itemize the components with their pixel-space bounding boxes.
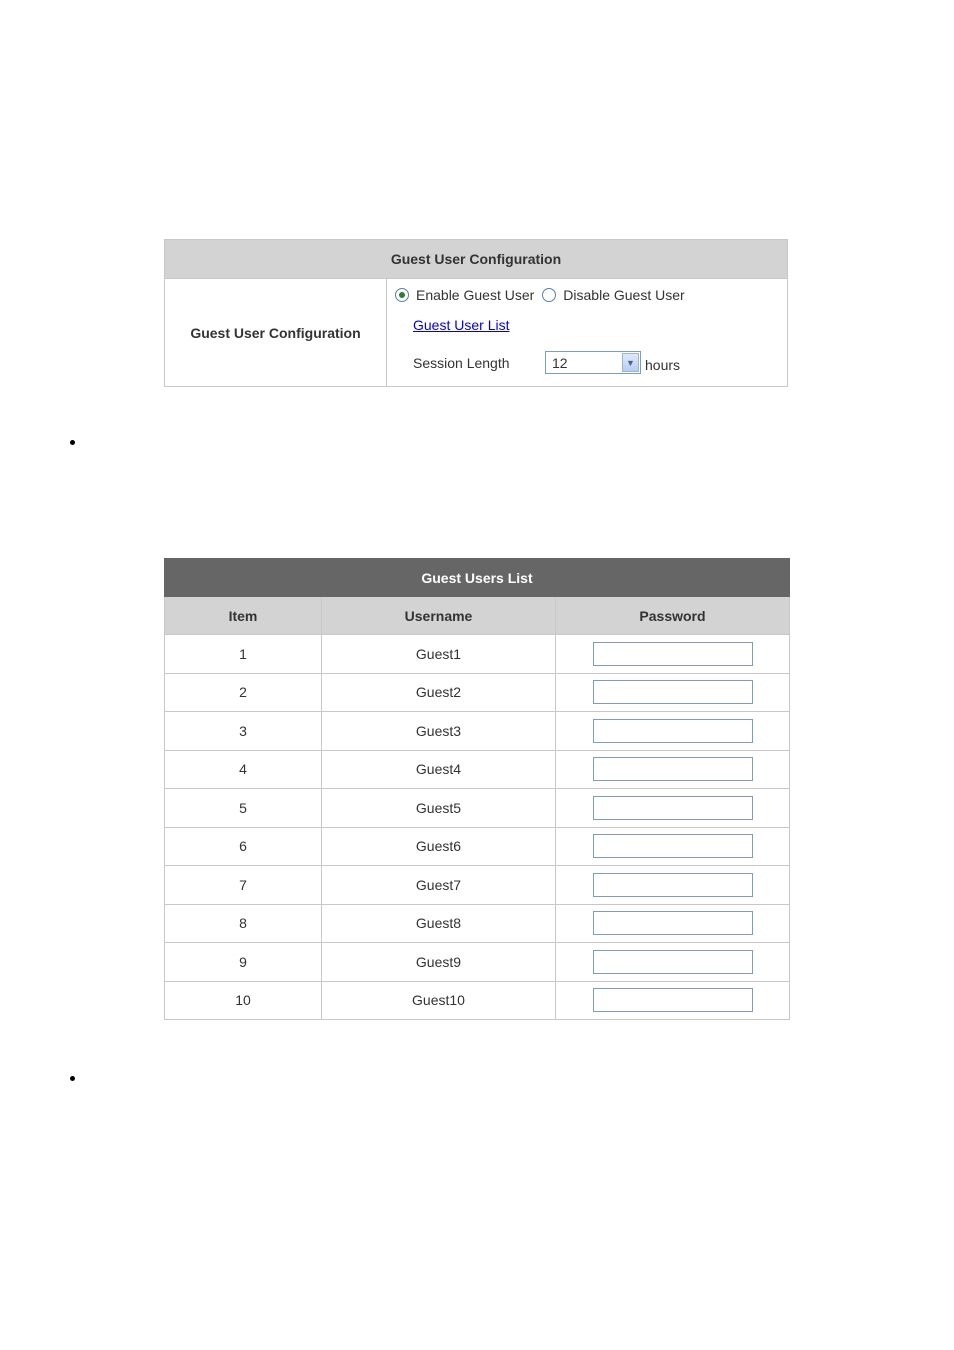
password-cell	[556, 635, 790, 674]
username-cell: Guest3	[322, 712, 556, 751]
password-input[interactable]	[593, 988, 753, 1012]
table-row	[165, 750, 790, 789]
enable-guest-user-radio[interactable]	[395, 288, 409, 302]
table-row	[165, 827, 790, 866]
guest-user-list-link[interactable]: Guest User List	[413, 317, 510, 333]
username-cell: Guest4	[322, 750, 556, 789]
password-input[interactable]	[593, 834, 753, 858]
item-cell: 7	[165, 866, 322, 905]
enable-guest-user-label[interactable]: Enable Guest User	[416, 287, 535, 303]
item-cell: 4	[165, 750, 322, 789]
guest-users-table	[164, 558, 790, 1020]
disable-guest-user-radio[interactable]	[542, 288, 556, 302]
config-row-controls	[387, 279, 787, 387]
table-row	[165, 943, 790, 982]
password-input[interactable]	[593, 873, 753, 897]
table-title: Guest Users List	[165, 559, 790, 597]
password-cell	[556, 673, 790, 712]
table-row	[165, 673, 790, 712]
password-cell	[556, 981, 790, 1020]
item-cell: 8	[165, 904, 322, 943]
column-header-username: Username	[322, 597, 556, 635]
password-cell	[556, 789, 790, 828]
username-cell: Guest10	[322, 981, 556, 1020]
guest-user-config-panel	[164, 239, 788, 387]
password-input[interactable]	[593, 911, 753, 935]
password-cell	[556, 943, 790, 982]
column-header-item: Item	[165, 597, 322, 635]
password-cell	[556, 866, 790, 905]
config-row-label: Guest User Configuration	[165, 279, 387, 387]
table-row	[165, 904, 790, 943]
chevron-down-icon[interactable]: ▼	[622, 353, 639, 372]
username-cell: Guest5	[322, 789, 556, 828]
session-length-select[interactable]	[545, 351, 641, 374]
session-length-unit: hours	[645, 356, 681, 373]
password-input[interactable]	[593, 719, 753, 743]
bullet-point	[70, 1076, 75, 1081]
item-cell: 5	[165, 789, 322, 828]
table-row	[165, 866, 790, 905]
item-cell: 1	[165, 635, 322, 674]
item-cell: 3	[165, 712, 322, 751]
password-input[interactable]	[593, 796, 753, 820]
item-cell: 2	[165, 673, 322, 712]
table-row	[165, 712, 790, 751]
column-header-password: Password	[556, 597, 790, 635]
username-cell: Guest2	[322, 673, 556, 712]
table-row	[165, 981, 790, 1020]
username-cell: Guest6	[322, 827, 556, 866]
item-cell: 9	[165, 943, 322, 982]
password-cell	[556, 750, 790, 789]
password-input[interactable]	[593, 680, 753, 704]
password-input[interactable]	[593, 642, 753, 666]
config-panel-body	[165, 279, 787, 387]
session-length-label: Session Length	[413, 354, 510, 371]
password-cell	[556, 827, 790, 866]
table-row	[165, 635, 790, 674]
password-input[interactable]	[593, 950, 753, 974]
item-cell: 6	[165, 827, 322, 866]
guest-user-radio-group	[395, 287, 693, 303]
password-cell	[556, 904, 790, 943]
username-cell: Guest7	[322, 866, 556, 905]
session-length-value: 12	[552, 354, 568, 371]
table-row	[165, 789, 790, 828]
password-input[interactable]	[593, 757, 753, 781]
password-cell	[556, 712, 790, 751]
disable-guest-user-label[interactable]: Disable Guest User	[563, 287, 685, 303]
username-cell: Guest9	[322, 943, 556, 982]
session-length-row	[413, 351, 680, 374]
username-cell: Guest8	[322, 904, 556, 943]
config-panel-header: Guest User Configuration	[165, 240, 787, 279]
username-cell: Guest1	[322, 635, 556, 674]
bullet-point	[70, 440, 75, 445]
item-cell: 10	[165, 981, 322, 1020]
